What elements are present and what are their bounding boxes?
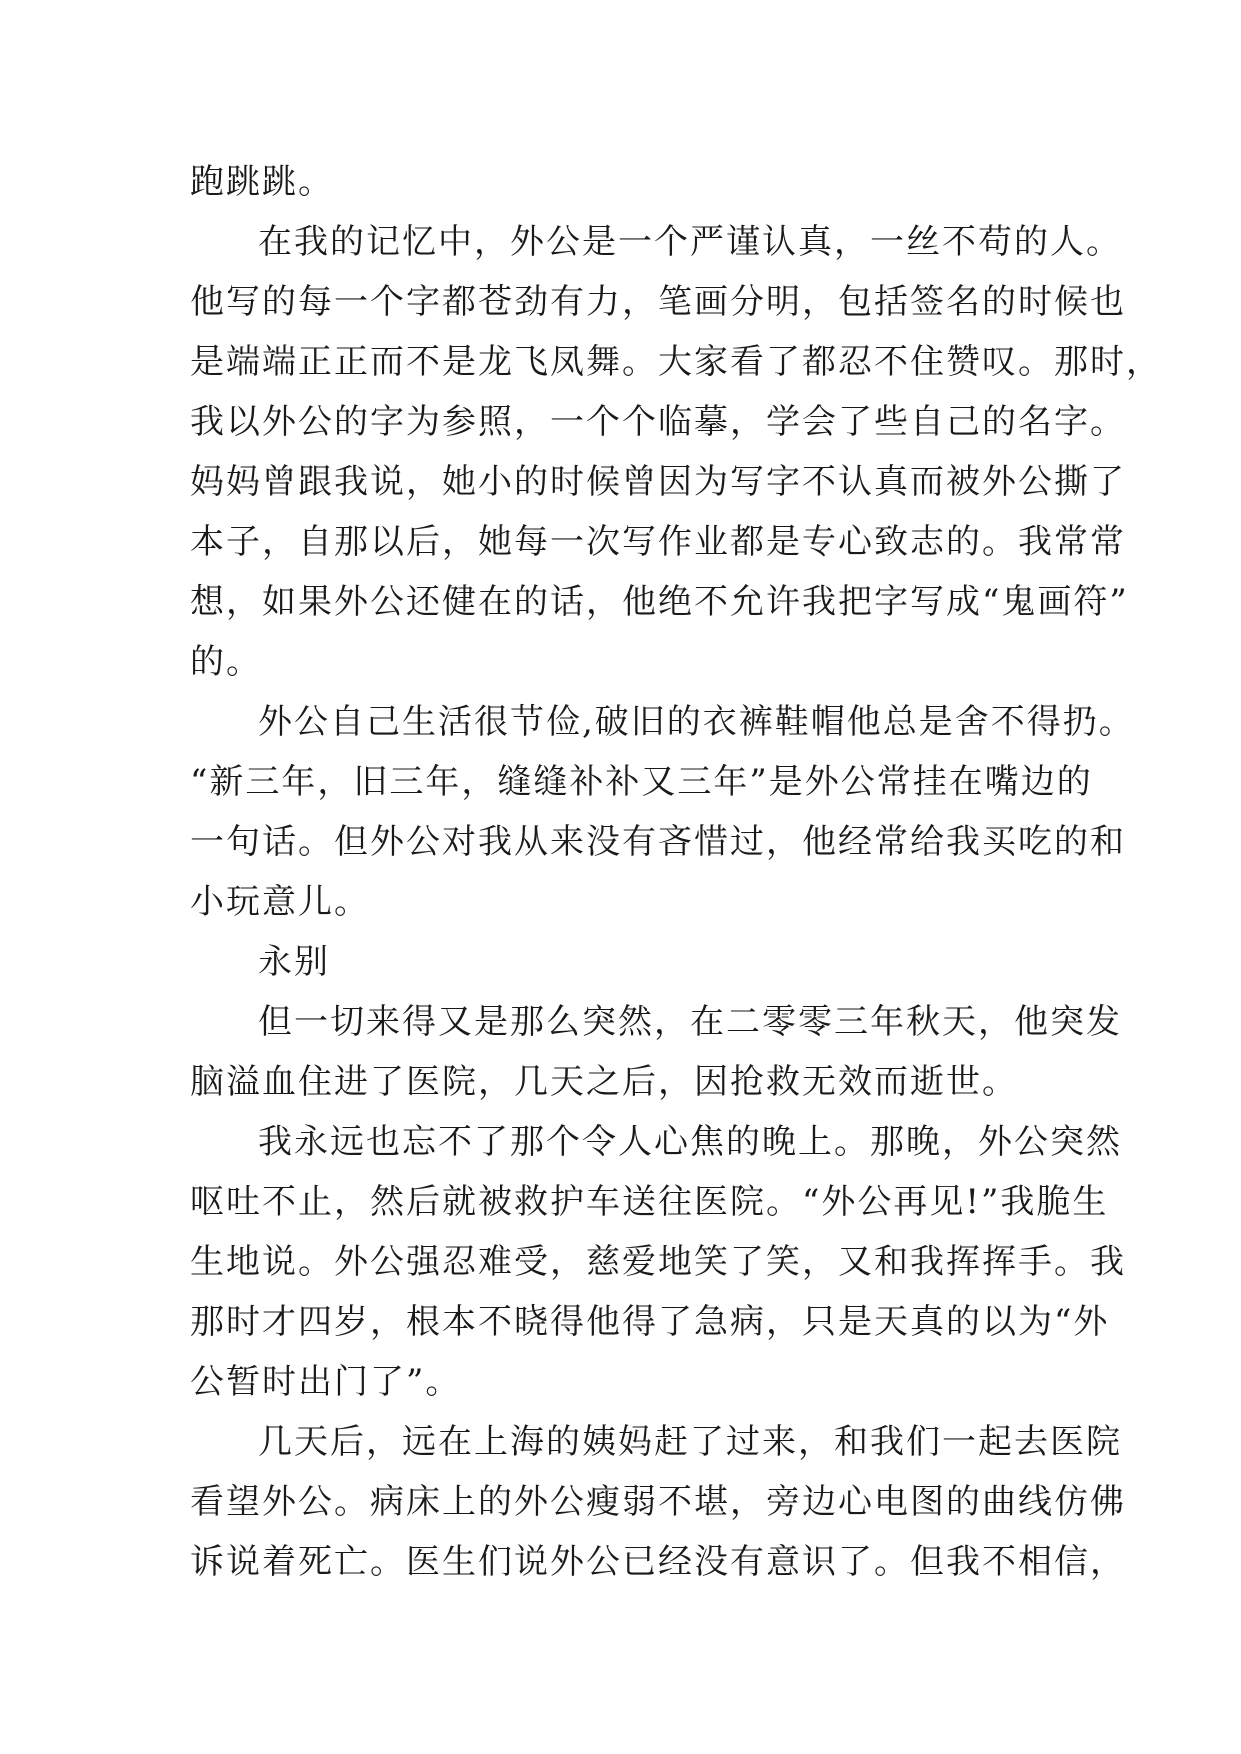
paragraph: [190, 992, 1122, 1112]
text-line: 生地说。外公强忍难受，慈爱地笑了笑，又和我挥挥手。我: [190, 1242, 1126, 1282]
paragraph: [190, 212, 1162, 692]
text-line: 呕吐不止，然后就被救护车送往医院。“外公再见!”我脆生: [190, 1182, 1109, 1222]
body-text: [190, 152, 1162, 1592]
text-line: 几天后，远在上海的姨妈赶了过来，和我们一起去医院: [258, 1422, 1122, 1462]
text-line: 但一切来得又是那么突然，在二零零三年秋天，他突发: [258, 1002, 1122, 1042]
text-line: 的。: [190, 642, 262, 682]
text-line: 外公自己生活很节俭,破旧的衣裤鞋帽他总是舍不得扔。: [258, 702, 1135, 742]
section-heading: [190, 932, 1070, 992]
text-line: 在我的记忆中，外公是一个严谨认真，一丝不苟的人。: [258, 222, 1122, 262]
text-line: 脑溢血住进了医院，几天之后，因抢救无效而逝世。: [190, 1062, 1018, 1102]
text-line: 他写的每一个字都苍劲有力，笔画分明，包括签名的时候也: [190, 282, 1126, 322]
paragraph: [190, 692, 1135, 932]
paragraph: [190, 152, 1070, 212]
text-line: 小玩意儿。: [190, 882, 370, 922]
text-line: 我永远也忘不了那个令人心焦的晚上。那晚，外公突然: [258, 1122, 1122, 1162]
text-line: 本子，自那以后，她每一次写作业都是专心致志的。我常常: [190, 522, 1126, 562]
text-line: 公暂时出门了”。: [190, 1362, 462, 1402]
text-line: 跑跳跳。: [190, 162, 334, 202]
heading-text: 永别: [258, 942, 330, 982]
text-line: 想，如果外公还健在的话，他绝不允许我把字写成“鬼画符”: [190, 582, 1129, 622]
text-line: 那时才四岁，根本不晓得他得了急病，只是天真的以为“外: [190, 1302, 1110, 1342]
text-line: 一句话。但外公对我从来没有吝惜过，他经常给我买吃的和: [190, 822, 1126, 862]
text-line: 看望外公。病床上的外公瘦弱不堪，旁边心电图的曲线仿佛: [190, 1482, 1126, 1522]
text-line: 妈妈曾跟我说，她小的时候曾因为写字不认真而被外公撕了: [190, 462, 1126, 502]
text-line: “新三年，旧三年，缝缝补补又三年”是外公常挂在嘴边的: [190, 762, 1093, 802]
text-line: 诉说着死亡。医生们说外公已经没有意识了。但我不相信，: [190, 1542, 1126, 1582]
text-line: 是端端正正而不是龙飞凤舞。大家看了都忍不住赞叹。那时，: [190, 342, 1162, 382]
paragraph: [190, 1112, 1126, 1412]
text-line: 我以外公的字为参照，一个个临摹，学会了些自己的名字。: [190, 402, 1126, 442]
paragraph: [190, 1412, 1126, 1592]
